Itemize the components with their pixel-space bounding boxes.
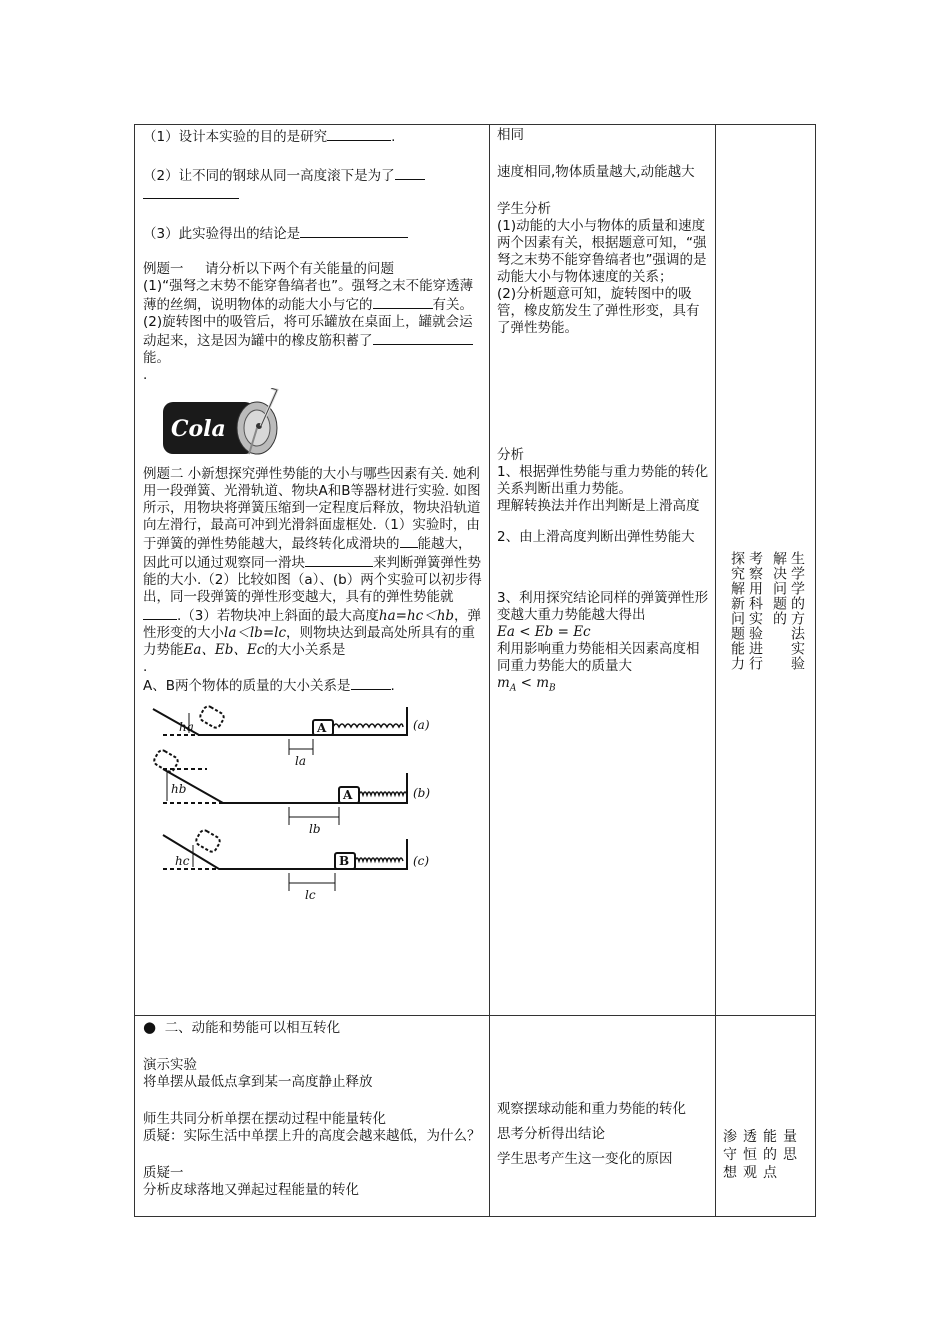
purpose-text: 生学学的方法实验解决问题的 [771,551,805,671]
row2-left-cell [143,1019,483,1199]
example-1-part-b: (2)旋转图中的吸管后，将可乐罐放在桌面上，罐就会运动起来，这是因为罐中的橡皮筋积蓄了能。 [143,314,473,366]
mass-reasoning: 利用影响重力势能相关因素高度相同重力势能大的质量大 [497,641,700,674]
student-analysis-title: 学生分析 [497,201,551,217]
demo-title: 演示实验 [143,1057,197,1073]
label-a: (a) [413,718,430,732]
purpose-conservation: 渗透能量守恒的思想观点 [723,1129,803,1181]
question-text: 质疑：实际生活中单摆上升的高度会越来越低，为什么？ [143,1128,481,1144]
example-2-dot: . [143,659,148,675]
analysis-1: (1)动能的大小与物体的质量和速度两个因素有关，根据题意可知，“强弩之末势不能穿鲁缟者也”强调的是动能大小与物体速度的关系； [497,218,707,285]
answer-conclusion: 速度相同,物体质量越大,动能越大 [497,164,695,180]
row-divider [135,1015,815,1016]
cola-can-image [159,388,289,458]
joint-analysis: 师生共同分析单摆在摆动过程中能量转化 [143,1111,386,1127]
label-ha: ha [179,720,194,734]
label-la: la [295,754,306,768]
question-1: （1）设计本实验的目的是研究 . [143,129,396,145]
think-text: 思考分析得出结论 [497,1126,605,1142]
analysis-2: (2)分析题意可知，旋转图中的吸管，橡皮筋发生了弹性形变，具有了弹性势能。 [497,286,700,336]
answer-same: 相同 [497,127,524,143]
analysis-title: 分析 [497,447,524,463]
dot-line: . [143,367,148,383]
question-3: （3）此实验得出的结论是 [143,224,483,243]
mass-relation: $m_A < m_B$ [497,675,556,694]
column-divider [715,125,716,1216]
demo-step: 将单摆从最低点拿到某一高度静止释放 [143,1074,373,1090]
label-block-b: B [339,854,350,868]
example-2-mass-question: A、B两个物体的质量的大小关系是 . [143,678,395,694]
example-2-text: 例题二 小新想探究弹性势能的大小与哪些因素有关. 她利用一段弹簧、光滑轨道、物块A和B等器材进行实验. 如图所示，用物块将弹簧压缩到一定程度后释放，物块沿轨道向左滑行，最高可冲到光滑斜面虚框处.（1）实验时，由于弹簧的弹性势能越大，最终转化成滑块的 能越大，因此可以通过观察同一滑块 来判断弹簧弹性势能的大小.（2）比较如图（a）、(b）两个实验可以初步得出，同一段弹簧的弹性形变越大，具有的弹性势能就.（3）若物块冲上斜面的最大高度ha=hc＜hb，弹性形变的大小la＜lb=lc，则物块达到最高处所具有的重力势能Ea、Eb、Ec的大小关系是 [143,466,482,658]
spring-experiment-figure [149,705,449,905]
row2-right-cell [723,1128,813,1182]
column-divider [489,125,490,1216]
row1-left-cell [143,127,483,905]
purpose-text-2: 考察用科实验进行探究解新问题能力 [729,551,763,671]
row2-middle-cell [497,1097,709,1172]
lesson-table [134,124,816,1217]
label-c: (c) [413,854,430,868]
label-hb: hb [171,782,187,796]
label-b: (b) [413,786,431,800]
question-one-text: 分析皮球落地又弹起过程能量的转化 [143,1182,359,1198]
label-lc: lc [305,888,316,902]
cola-logo-text: Cola [171,416,226,442]
analysis-step-1: 1、根据弹性势能与重力势能的转化关系判断出重力势能。 [497,464,709,497]
section-heading: ● 二、动能和势能可以相互转化 [143,1018,341,1036]
bullet-icon: ● [143,1018,157,1036]
row1-middle-cell [497,127,709,698]
analysis-step-2: 2、由上滑高度判断出弹性势能大 [497,529,695,545]
analysis-step-3: 3、利用探究结论同样的弹簧弹性形变越大重力势能越大得出 [497,590,709,623]
label-hc: hc [175,854,190,868]
energy-relation: Ea < Eb = Ec [497,624,591,640]
row1-right-cell [721,551,813,691]
label-block-a2: A [343,788,353,802]
analysis-step-1b: 理解转换法并作出判断是上滑高度 [497,498,700,514]
example-1-title: 例题一 请分析以下两个有关能量的问题 [143,261,394,277]
label-lb: lb [309,822,321,836]
question-2: （2）让不同的钢球从同一高度滚下是为了 [143,166,483,204]
observe-text: 观察摆球动能和重力势能的转化 [497,1101,686,1117]
example-1-part-a: (1)“强弩之末势不能穿鲁缟者也”。强弩之末不能穿透薄薄的丝绸，说明物体的动能大小与它的 有关。 [143,278,474,313]
label-block-a: A [317,721,327,735]
reason-text: 学生思考产生这一变化的原因 [497,1151,673,1167]
question-one-title: 质疑一 [143,1165,184,1181]
